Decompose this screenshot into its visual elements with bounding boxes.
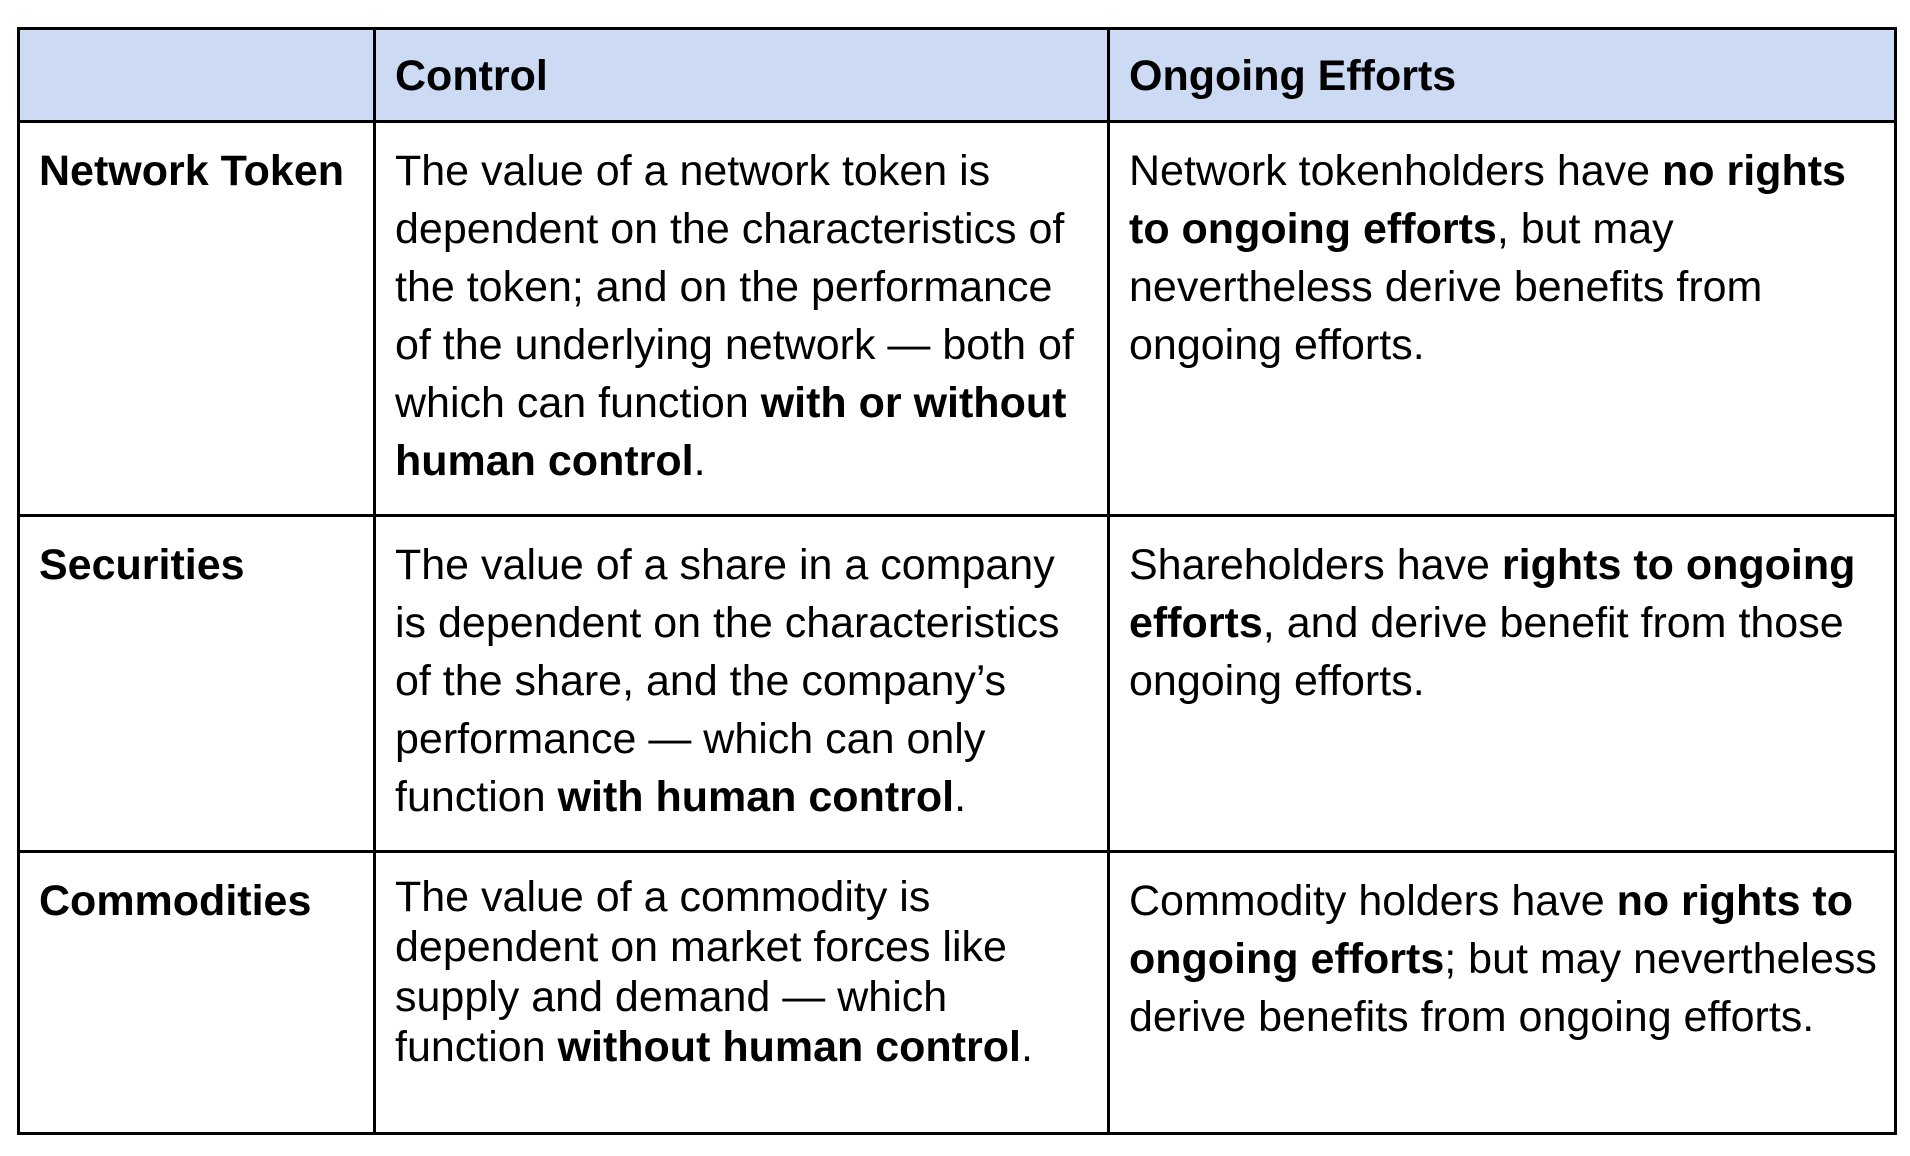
control-text: The value of a network token is dependent on the characteristics of the token; and on the performance of the underlying network — both of which can function with or without human control. (395, 147, 1074, 485)
table-header-row (19, 29, 1896, 122)
table-row-commodities (19, 852, 1896, 1134)
control-text: The value of a share in a company is dependent on the characteristics of the share, and the company’s performance — which can only function with human control. (395, 541, 1060, 821)
emphasis-text: without human control (557, 1023, 1021, 1071)
comparison-table (17, 27, 1897, 1135)
header-cell-control (375, 29, 1109, 122)
control-cell (375, 122, 1109, 516)
ongoing-efforts-cell (1109, 852, 1896, 1134)
row-label-cell (19, 852, 375, 1134)
emphasis-text: with or without human control (395, 379, 1067, 485)
row-label: Network Token (39, 147, 345, 195)
row-label-cell (19, 516, 375, 852)
header-control: Control (395, 52, 548, 100)
control-cell (375, 852, 1109, 1134)
emphasis-text: rights to ongoing efforts (1129, 541, 1856, 647)
control-text: The value of a commodity is dependent on market forces like supply and demand — which function without human control. (395, 873, 1033, 1071)
emphasis-text: no rights to ongoing efforts (1129, 147, 1846, 253)
control-cell (375, 516, 1109, 852)
header-ongoing-efforts: Ongoing Efforts (1129, 52, 1457, 100)
ongoing-efforts-cell (1109, 122, 1896, 516)
header-cell-ongoing-efforts (1109, 29, 1896, 122)
table-row-network-token (19, 122, 1896, 516)
ongoing-efforts-text: Network tokenholders have no rights to ongoing efforts, but may nevertheless derive benefits from ongoing efforts. (1129, 147, 1846, 369)
row-label-cell (19, 122, 375, 516)
emphasis-text: with human control (557, 773, 955, 821)
table-row-securities (19, 516, 1896, 852)
ongoing-efforts-cell (1109, 516, 1896, 852)
header-label-empty (20, 74, 373, 76)
emphasis-text: no rights to ongoing efforts (1129, 877, 1854, 983)
row-label: Commodities (39, 877, 312, 925)
row-label: Securities (39, 541, 245, 589)
ongoing-efforts-text: Shareholders have rights to ongoing efforts, and derive benefit from those ongoing efforts. (1129, 541, 1856, 705)
ongoing-efforts-text: Commodity holders have no rights to ongoing efforts; but may nevertheless derive benefits from ongoing efforts. (1129, 877, 1877, 1041)
header-cell-empty (19, 29, 375, 122)
